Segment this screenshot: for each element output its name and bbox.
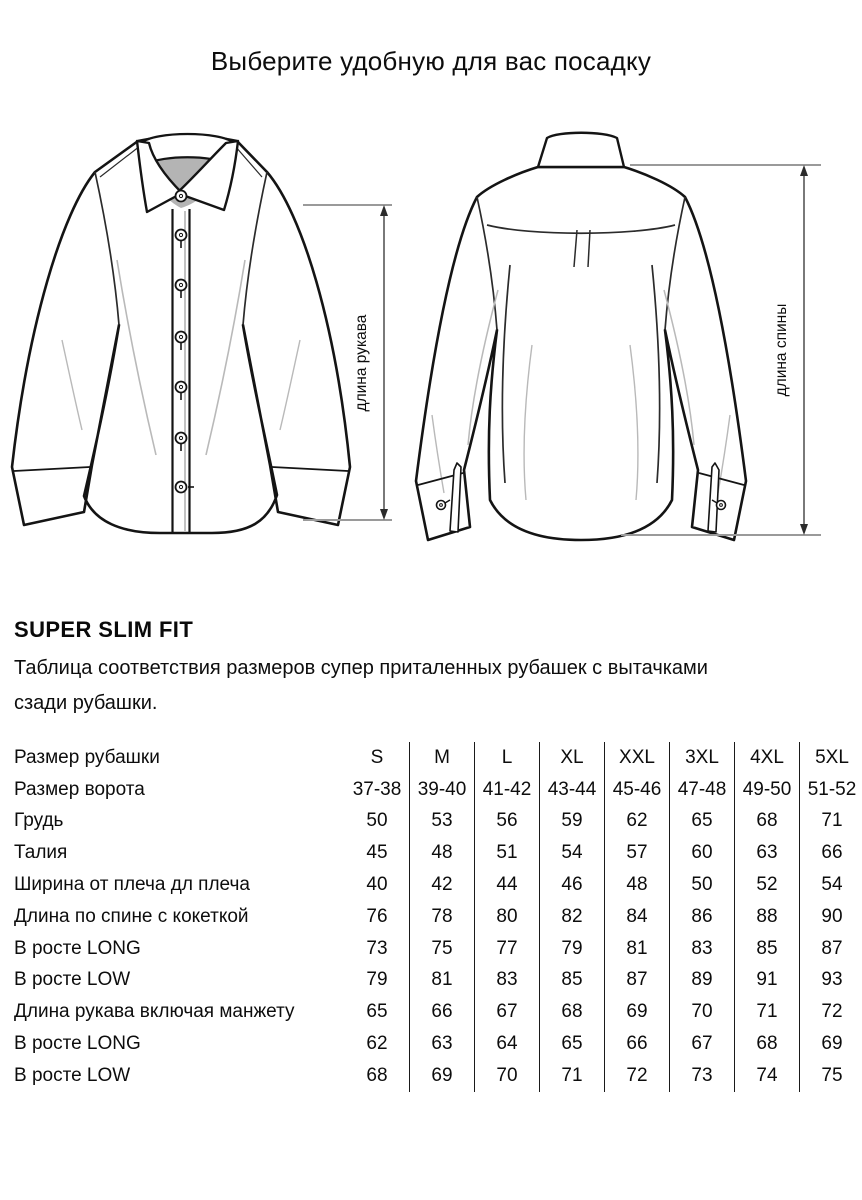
row-label: В росте LONG <box>14 1033 141 1055</box>
row-label: Длина рукава включая манжету <box>14 1001 295 1023</box>
size-value: 45-46 <box>605 774 670 806</box>
size-value: 67 <box>475 996 540 1028</box>
row-label: Грудь <box>14 810 64 832</box>
size-value: 54 <box>800 869 862 901</box>
row-label: Длина по спине с кокеткой <box>14 905 249 927</box>
page-title: Выберите удобную для вас посадку <box>210 46 652 76</box>
size-value: 68 <box>735 806 800 838</box>
size-value: 51 <box>475 837 540 869</box>
size-value: 49-50 <box>735 774 800 806</box>
size-value: M <box>410 742 475 774</box>
size-value: 50 <box>670 869 735 901</box>
size-value: 62 <box>605 806 670 838</box>
back-length-label: длина спины <box>773 303 790 397</box>
size-table-body <box>14 742 862 1092</box>
row-label: Талия <box>14 842 68 864</box>
shirt-front-illustration <box>12 134 350 533</box>
size-value: 45 <box>366 842 388 864</box>
size-value: 63 <box>410 1028 475 1060</box>
size-value: 87 <box>800 933 862 965</box>
size-value: 90 <box>800 901 862 933</box>
size-value: 70 <box>475 1060 540 1092</box>
size-value: 82 <box>540 901 605 933</box>
table-row <box>14 965 862 997</box>
size-value: 89 <box>670 965 735 997</box>
row-label: В росте LONG <box>14 937 141 959</box>
size-value: XXL <box>605 742 670 774</box>
size-value: 83 <box>670 933 735 965</box>
table-row <box>14 996 862 1028</box>
section-heading: SUPER SLIM FIT <box>14 617 194 642</box>
size-value: 60 <box>670 837 735 869</box>
size-value: 77 <box>475 933 540 965</box>
size-value: 67 <box>670 1028 735 1060</box>
row-label: Размер рубашки <box>14 746 160 768</box>
size-value: 50 <box>366 810 388 832</box>
size-value: 42 <box>410 869 475 901</box>
size-value: 71 <box>800 806 862 838</box>
size-value: 66 <box>605 1028 670 1060</box>
size-value: 85 <box>735 933 800 965</box>
table-row <box>14 933 862 965</box>
shirt-back-illustration <box>416 133 746 540</box>
size-value: 65 <box>670 806 735 838</box>
size-value: 43-44 <box>540 774 605 806</box>
size-value: 63 <box>735 837 800 869</box>
size-value: 51-52 <box>800 774 862 806</box>
size-value: S <box>370 746 384 768</box>
size-value: 80 <box>475 901 540 933</box>
size-value: 40 <box>366 874 388 896</box>
size-value: 5XL <box>800 742 862 774</box>
size-value: 75 <box>410 933 475 965</box>
size-value: 79 <box>366 969 388 991</box>
size-value: 68 <box>366 1064 388 1086</box>
size-value: 56 <box>475 806 540 838</box>
size-value: 69 <box>800 1028 862 1060</box>
table-row <box>14 837 862 869</box>
size-value: 71 <box>735 996 800 1028</box>
size-value: 53 <box>410 806 475 838</box>
size-value: 72 <box>605 1060 670 1092</box>
size-value: 70 <box>670 996 735 1028</box>
size-value: 37-38 <box>352 778 402 800</box>
size-value: 48 <box>605 869 670 901</box>
size-value: 87 <box>605 965 670 997</box>
sleeve-length-label: длина рукава <box>353 314 370 412</box>
size-value: 72 <box>800 996 862 1028</box>
section-description-line1: Таблица соответствия размеров супер приталенных рубашек с вытачками <box>14 657 708 679</box>
size-value: 75 <box>800 1060 862 1092</box>
table-row <box>14 901 862 933</box>
size-value: 74 <box>735 1060 800 1092</box>
size-value: 71 <box>540 1060 605 1092</box>
size-value: 88 <box>735 901 800 933</box>
size-value: 47-48 <box>670 774 735 806</box>
size-value: L <box>475 742 540 774</box>
size-value: 91 <box>735 965 800 997</box>
size-value: 54 <box>540 837 605 869</box>
size-value: 73 <box>366 937 388 959</box>
size-value: 48 <box>410 837 475 869</box>
size-value: 68 <box>540 996 605 1028</box>
size-value: 68 <box>735 1028 800 1060</box>
size-value: 86 <box>670 901 735 933</box>
size-value: XL <box>540 742 605 774</box>
row-label: Ширина от плеча дл плеча <box>14 874 250 896</box>
table-row <box>14 806 862 838</box>
size-value: 73 <box>670 1060 735 1092</box>
section-description-line2: сзади рубашки. <box>14 692 158 714</box>
size-value: 69 <box>410 1060 475 1092</box>
size-table <box>14 742 862 1092</box>
table-row <box>14 1028 862 1060</box>
size-value: 46 <box>540 869 605 901</box>
table-row <box>14 774 862 806</box>
table-row <box>14 869 862 901</box>
size-value: 39-40 <box>410 774 475 806</box>
size-value: 79 <box>540 933 605 965</box>
size-value: 3XL <box>670 742 735 774</box>
size-value: 52 <box>735 869 800 901</box>
size-value: 93 <box>800 965 862 997</box>
size-value: 62 <box>366 1033 388 1055</box>
shirt-diagram <box>0 115 862 580</box>
size-value: 85 <box>540 965 605 997</box>
size-value: 69 <box>605 996 670 1028</box>
size-value: 64 <box>475 1028 540 1060</box>
size-value: 65 <box>366 1001 388 1023</box>
size-value: 41-42 <box>475 774 540 806</box>
size-value: 44 <box>475 869 540 901</box>
size-value: 59 <box>540 806 605 838</box>
size-value: 57 <box>605 837 670 869</box>
size-value: 76 <box>366 905 388 927</box>
size-value: 81 <box>605 933 670 965</box>
size-value: 66 <box>800 837 862 869</box>
row-label: Размер ворота <box>14 778 145 800</box>
size-value: 4XL <box>735 742 800 774</box>
size-value: 66 <box>410 996 475 1028</box>
row-label: В росте LOW <box>14 1064 131 1086</box>
size-value: 83 <box>475 965 540 997</box>
table-row <box>14 742 862 774</box>
section-description <box>14 651 834 721</box>
row-label: В росте LOW <box>14 969 131 991</box>
size-value: 84 <box>605 901 670 933</box>
table-row <box>14 1060 862 1092</box>
size-value: 78 <box>410 901 475 933</box>
size-value: 81 <box>410 965 475 997</box>
size-value: 65 <box>540 1028 605 1060</box>
